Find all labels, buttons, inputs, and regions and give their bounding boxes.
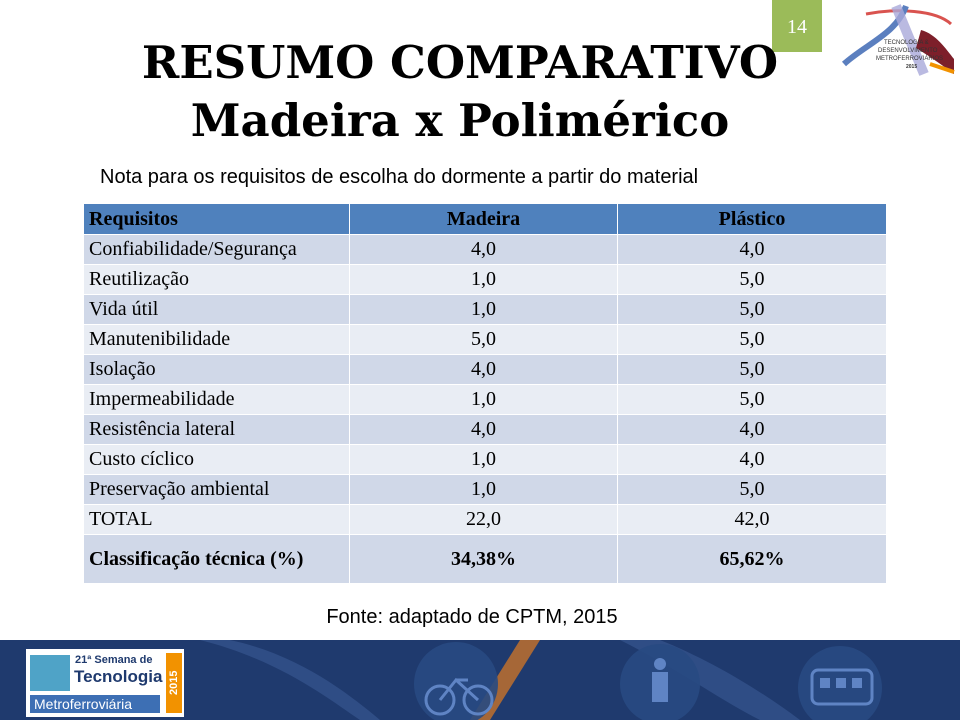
- cell-plastico: 5,0: [618, 295, 887, 325]
- cell-madeira: 4,0: [350, 235, 618, 265]
- table-row: [84, 325, 887, 355]
- comparison-table: [83, 203, 887, 584]
- cell-requisito: Custo cíclico: [84, 445, 350, 475]
- slide-number: 14: [772, 0, 822, 52]
- cell-plastico: 5,0: [618, 265, 887, 295]
- cell-madeira: 4,0: [350, 355, 618, 385]
- table-row: [84, 415, 887, 445]
- svg-text:TECNOLOGIA &: TECNOLOGIA &: [884, 40, 929, 46]
- footer-logo-year: 2015: [166, 653, 182, 713]
- table-row: [84, 475, 887, 505]
- cell-plastico: 4,0: [618, 235, 887, 265]
- table-row-total: [84, 505, 887, 535]
- table-row-classification: [84, 535, 887, 584]
- footer-logo-metro: Metroferroviária: [30, 695, 160, 713]
- table-row: [84, 295, 887, 325]
- page-subtitle: Madeira x Polimérico: [190, 94, 730, 147]
- cell-madeira: 1,0: [350, 295, 618, 325]
- footer-logo-semana: 21ª Semana de: [75, 654, 153, 666]
- cell-madeira: 4,0: [350, 415, 618, 445]
- svg-text:METROFERROVIÁRIOS: METROFERROVIÁRIOS: [876, 56, 944, 62]
- header-madeira: Madeira: [350, 204, 618, 235]
- svg-text:2015: 2015: [906, 64, 918, 70]
- cell-requisito: Resistência lateral: [84, 415, 350, 445]
- cell-plastico: 5,0: [618, 385, 887, 415]
- table-row: [84, 355, 887, 385]
- cell-plastico: 5,0: [618, 475, 887, 505]
- cell-madeira: 1,0: [350, 265, 618, 295]
- cell-plastico: 4,0: [618, 445, 887, 475]
- cell-madeira: 34,38%: [350, 535, 618, 584]
- footer-banner: [0, 640, 960, 720]
- cell-plastico: 5,0: [618, 325, 887, 355]
- page-title: RESUMO COMPARATIVO: [141, 36, 779, 89]
- cell-plastico: 42,0: [618, 505, 887, 535]
- cell-requisito: Classificação técnica (%): [84, 535, 350, 584]
- cell-madeira: 5,0: [350, 325, 618, 355]
- table-header-row: [84, 204, 887, 235]
- footer-logo: [26, 649, 184, 717]
- cell-madeira: 1,0: [350, 385, 618, 415]
- cell-requisito: Impermeabilidade: [84, 385, 350, 415]
- cell-requisito: Preservação ambiental: [84, 475, 350, 505]
- header-plastico: Plástico: [618, 204, 887, 235]
- cell-requisito: Vida útil: [84, 295, 350, 325]
- table-row: [84, 235, 887, 265]
- cell-madeira: 1,0: [350, 475, 618, 505]
- cell-requisito: Confiabilidade/Segurança: [84, 235, 350, 265]
- cell-requisito: TOTAL: [84, 505, 350, 535]
- table-row: [84, 385, 887, 415]
- cell-madeira: 22,0: [350, 505, 618, 535]
- source-caption: Fonte: adaptado de CPTM, 2015: [326, 606, 618, 628]
- cell-plastico: 5,0: [618, 355, 887, 385]
- cell-plastico: 65,62%: [618, 535, 887, 584]
- table-row: [84, 265, 887, 295]
- cell-requisito: Manutenibilidade: [84, 325, 350, 355]
- transport-icons: [30, 655, 70, 691]
- cell-plastico: 4,0: [618, 415, 887, 445]
- cell-requisito: Isolação: [84, 355, 350, 385]
- table-row: [84, 445, 887, 475]
- cell-madeira: 1,0: [350, 445, 618, 475]
- note-text: Nota para os requisitos de escolha do dormente a partir do material: [100, 166, 699, 188]
- header-requisitos: Requisitos: [84, 204, 350, 235]
- svg-text:DESENVOLVIMENTO: DESENVOLVIMENTO: [878, 48, 938, 54]
- cell-requisito: Reutilização: [84, 265, 350, 295]
- footer-logo-tecnologia: Tecnologia: [74, 667, 163, 686]
